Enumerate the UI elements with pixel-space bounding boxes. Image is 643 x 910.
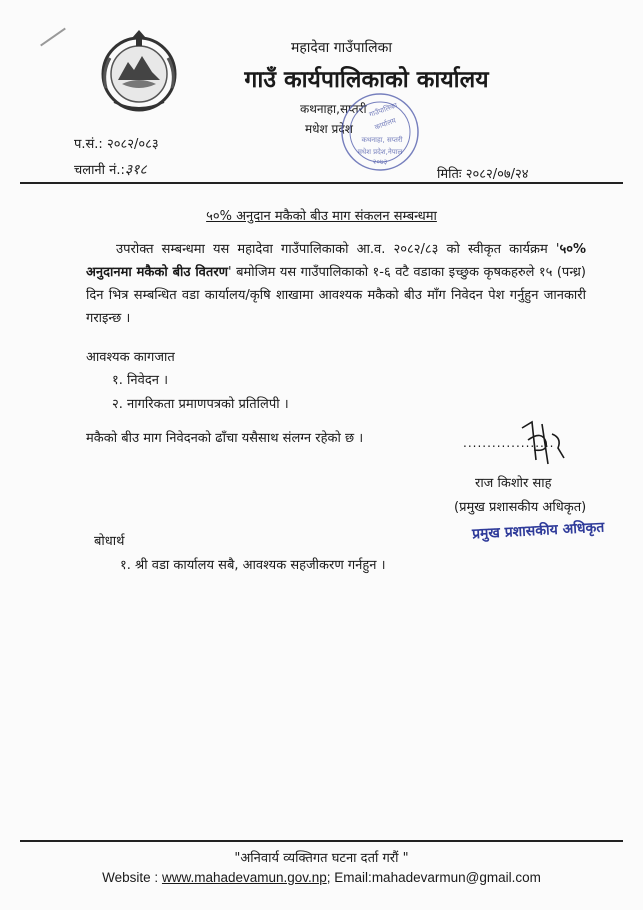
stamp-line-2: कार्यालय bbox=[373, 116, 397, 132]
cc-heading: बोधार्थ bbox=[94, 534, 125, 549]
footer-slogan: "अनिवार्य व्यक्तिगत घटना दर्ता गरौं " bbox=[234, 851, 409, 866]
footer-divider bbox=[20, 840, 623, 842]
address-line-1: कथनाहा,सप्तरी bbox=[300, 102, 367, 116]
office-title: गाउँ कार्यपालिकाको कार्यालय bbox=[244, 67, 489, 93]
body-bold-program: ५०% अनुदानमा मकैको बीउ वितरण bbox=[86, 242, 586, 280]
footer-contact bbox=[0, 870, 643, 885]
stamp-line-4: मधेश प्रदेश,नेपाल bbox=[357, 148, 403, 156]
signatory-title: (प्रमुख प्रशासकीय अधिकृत) bbox=[454, 500, 587, 515]
signature-line: ................... bbox=[463, 436, 555, 450]
email-label: ; Email: bbox=[326, 870, 372, 885]
municipality-name: महादेवा गाउँपालिका bbox=[291, 40, 392, 56]
date-value: २०८२/०७/२४ bbox=[465, 167, 529, 182]
letter-date bbox=[437, 164, 529, 182]
reference-label: प.सं.: bbox=[74, 137, 103, 152]
website-label: Website : bbox=[102, 870, 159, 885]
document-item: २. नागरिकता प्रमाणपत्रको प्रतिलिपी । bbox=[112, 397, 289, 412]
body-part-1: उपरोक्त सम्बन्धमा यस महादेवा गाउँपालिकाको आ.व. २०८२/८३ को स्वीकृत कार्यक्रम ' bbox=[116, 242, 560, 257]
stamp-line-1: गाउँपालिका bbox=[368, 101, 399, 119]
document-item: १. निवेदन । bbox=[112, 373, 169, 388]
attachment-note: मकैको बीउ माग निवेदनको ढाँचा यसैसाथ संलग्न रहेको छ । bbox=[86, 431, 364, 446]
dispatch-value-handwritten: ३१८ bbox=[124, 162, 147, 178]
office-seal-stamp bbox=[338, 90, 422, 174]
letter-subject: ५०% अनुदान मकैको बीउ माग संकलन सम्बन्धमा bbox=[206, 209, 437, 224]
website-link[interactable]: www.mahadevamun.gov.np bbox=[161, 870, 327, 885]
dispatch-number bbox=[74, 160, 147, 179]
reference-number bbox=[74, 134, 159, 152]
body-part-2: ' बमोजिम यस गाउँपालिकाको १-६ वटै वडाका इच्छुक कृषकहरुले १५ (पन्ध्र) दिन भित्र सम्बन्धित वडा कार्यालय/कृषि शाखामा आवश्यक मकैको बीउ माँग निवेदन पेश गर्नुहुन जानकारी गराइन्छ । bbox=[86, 265, 586, 326]
date-label: मितिः bbox=[437, 167, 462, 182]
documents-heading: आवश्यक कागजात bbox=[86, 350, 175, 365]
signatory-name: राज किशोर साह bbox=[475, 476, 552, 491]
reference-value: २०८२/०८३ bbox=[106, 137, 159, 152]
header-divider bbox=[20, 182, 623, 184]
stamp-line-5: २०७३ bbox=[372, 158, 388, 166]
designation-stamp: प्रमुख प्रशासकीय अधिकृत bbox=[471, 519, 605, 543]
letter-body bbox=[86, 238, 586, 330]
stamp-line-3: कथनाहा, सप्तरी bbox=[361, 136, 403, 144]
dispatch-label: चलानी नं.: bbox=[74, 163, 125, 178]
address-line-2: मधेश प्रदेश bbox=[305, 122, 353, 136]
cc-item: १. श्री वडा कार्यालय सबै, आवश्यक सहजीकरण गर्नहुन । bbox=[120, 558, 386, 573]
email-address[interactable]: mahadevarmun@gmail.com bbox=[371, 870, 541, 885]
